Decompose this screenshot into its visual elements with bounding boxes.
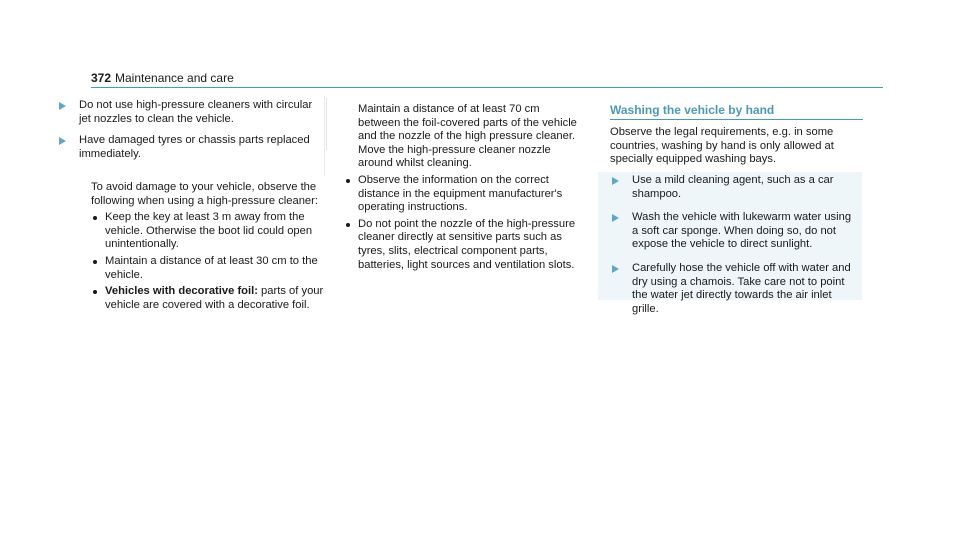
page-section-title: Maintenance and care [115,71,234,85]
bullet-icon [93,216,97,220]
step-arrow-icon [612,214,619,222]
step-item [45,134,327,169]
bullet-list [91,211,325,312]
list-item-text: parts of your vehicle are covered with a decorative foil. [105,285,324,311]
column-1-steps [45,99,327,169]
intro-paragraph: To avoid damage to your vehicle, observe the following when using a high-pressure cleaner: [91,181,318,207]
step-text: Carefully hose the vehicle off with water and dry using a chamois. Take care not to point the water jet directly towards the air inlet grille. [632,261,851,315]
step-arrow-icon [59,137,66,145]
list-item [91,255,325,282]
step-text: Have damaged tyres or chassis parts replaced immediately. [79,134,310,160]
list-item-bold-label: Vehicles with decorative foil: [105,285,258,298]
column-1-body [91,181,325,315]
list-item-text: Observe the information on the correct distance in the equipment manufacturer's operating instructions. [358,173,563,214]
step-box-divider [324,96,325,176]
intro-paragraph: Observe the legal requirements, e.g. in some countries, washing by hand is only allowed at specially equipped washing bays. [610,126,834,166]
step-arrow-icon [59,102,66,110]
step-item [598,172,862,209]
step-item [598,260,862,324]
bullet-list [344,174,582,272]
section-heading: Washing the vehicle by hand [610,103,775,117]
list-item [91,285,325,312]
list-item [91,211,325,252]
section-heading-rule [610,119,863,120]
step-arrow-icon [612,177,619,185]
step-item [598,209,862,260]
bullet-icon [93,260,97,264]
list-item [344,218,582,272]
bullet-icon [346,179,350,183]
list-item-text: Do not point the nozzle of the high-pressure cleaner directly at sensitive parts such as tyres, slits, electrical component parts, batteries, light sources and ventilation slots. [358,217,576,271]
bullet-icon [93,290,97,294]
column-2 [344,103,582,275]
step-arrow-icon [612,265,619,273]
list-item-text: Keep the key at least 3 m away from the vehicle. Otherwise the boot lid could open unintentionally. [105,211,313,251]
step-text: Wash the vehicle with lukewarm water using a soft car sponge. When doing so, do not expose the vehicle to direct sunlight. [632,211,852,251]
page-number: 372 [91,71,112,85]
step-text: Use a mild cleaning agent, such as a car shampoo. [632,174,834,200]
continuation-paragraph: Maintain a distance of at least 70 cm between the foil-covered parts of the vehicle and the nozzle of the high pressure cleaner. Move the high-pressure cleaner nozzle around whilst cleaning. [358,103,577,170]
bullet-icon [346,223,350,227]
step-item [45,99,327,134]
step-text: Do not use high-pressure cleaners with circular jet nozzles to clean the vehicle. [79,99,313,125]
header-rule [91,87,883,88]
step-list [598,172,862,315]
list-item [344,174,582,215]
column-3 [610,126,860,177]
list-item-text: Maintain a distance of at least 30 cm to the vehicle. [105,254,318,281]
